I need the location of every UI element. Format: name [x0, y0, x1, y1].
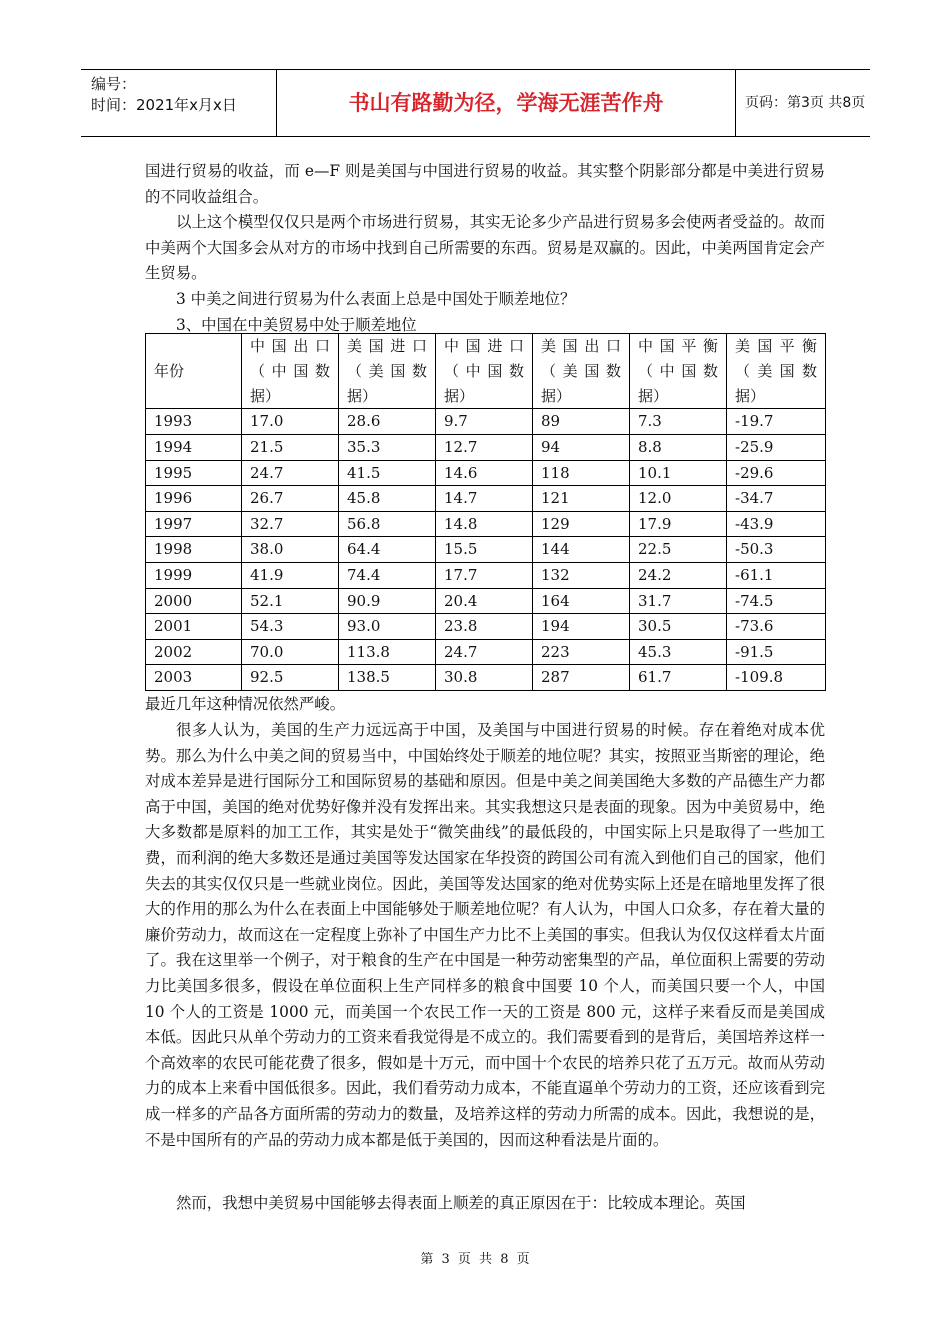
table-note: 最近几年这种情况依然严峻。 [145, 695, 346, 713]
table-row [146, 562, 826, 588]
table-header-row [146, 334, 826, 409]
table-cell: 21.5 [242, 434, 339, 460]
table-header-cell: 中国进口（中国数据） [436, 334, 533, 409]
header-motto: 书山有路勤为径，学海无涯苦作舟 [277, 70, 736, 136]
table-cell: 31.7 [630, 588, 727, 614]
document-number-label: 编号： [91, 75, 137, 93]
table-cell: 1993 [146, 409, 242, 435]
table-cell: 144 [533, 537, 630, 563]
table-cell: 129 [533, 511, 630, 537]
table-row [146, 409, 826, 435]
table-cell: 113.8 [339, 639, 436, 665]
table-cell: 12.0 [630, 486, 727, 512]
table-cell: -43.9 [727, 511, 826, 537]
trade-table [145, 333, 826, 691]
table-row [146, 639, 826, 665]
page-footer: 第 3 页 共 8 页 [420, 1252, 530, 1267]
table-cell: 1996 [146, 486, 242, 512]
table-cell: 89 [533, 409, 630, 435]
table-cell: -34.7 [727, 486, 826, 512]
table-cell: 194 [533, 614, 630, 640]
paragraph-2: 以上这个模型仅仅只是两个市场进行贸易，其实无论多少产品进行贸易多会使两者受益的。故而中美两个大国多会从对方的市场中找到自己所需要的东西。贸易是双赢的。因此，中美两国肯定会产生贸易。 [145, 213, 825, 283]
table-cell: 14.8 [436, 511, 533, 537]
table-cell: 24.2 [630, 562, 727, 588]
table-cell: 1994 [146, 434, 242, 460]
table-header-cell: 美国平衡（美国数据） [727, 334, 826, 409]
table-cell: 93.0 [339, 614, 436, 640]
table-cell: 26.7 [242, 486, 339, 512]
table-cell: 2000 [146, 588, 242, 614]
table-row [146, 434, 826, 460]
paragraph-4: 然而，我想中美贸易中国能够去得表面上顺差的真正原因在于：比较成本理论。英国 [176, 1194, 746, 1212]
document-date-label: 时间：2021年x月x日 [91, 96, 237, 114]
table-cell: 54.3 [242, 614, 339, 640]
table-cell: -91.5 [727, 639, 826, 665]
table-cell: 164 [533, 588, 630, 614]
table-cell: 223 [533, 639, 630, 665]
table-row [146, 537, 826, 563]
paragraph-1: 国进行贸易的收益，而 e—F 则是美国与中国进行贸易的收益。其实整个阴影部分都是中美进行贸易的不同收益组合。 [145, 162, 825, 206]
table-cell: 7.3 [630, 409, 727, 435]
table-cell: -109.8 [727, 665, 826, 691]
table-cell: 52.1 [242, 588, 339, 614]
table-cell: 41.5 [339, 460, 436, 486]
table-header-cell: 中国出口（中国数据） [242, 334, 339, 409]
table-cell: -29.6 [727, 460, 826, 486]
header-page-info: 页码：第3页 共8页 [745, 95, 866, 111]
table-cell: 2002 [146, 639, 242, 665]
section-question: 3 中美之间进行贸易为什么表面上总是中国处于顺差地位？ [176, 290, 576, 308]
section-heading: 3、中国在中美贸易中处于顺差地位 [176, 316, 417, 334]
table-cell: 1998 [146, 537, 242, 563]
table-cell: 30.5 [630, 614, 727, 640]
table-cell: 118 [533, 460, 630, 486]
table-cell: 56.8 [339, 511, 436, 537]
table-cell: 28.6 [339, 409, 436, 435]
table-cell: 287 [533, 665, 630, 691]
table-cell: 9.7 [436, 409, 533, 435]
table-cell: 23.8 [436, 614, 533, 640]
table-cell: 74.4 [339, 562, 436, 588]
table-header-cell: 年份 [146, 334, 242, 409]
table-cell: -25.9 [727, 434, 826, 460]
table-cell: 15.5 [436, 537, 533, 563]
table-cell: 24.7 [242, 460, 339, 486]
table-cell: -50.3 [727, 537, 826, 563]
table-cell: 14.7 [436, 486, 533, 512]
table-cell: 121 [533, 486, 630, 512]
table-cell: -74.5 [727, 588, 826, 614]
table-cell: 2001 [146, 614, 242, 640]
table-row [146, 460, 826, 486]
paragraph-3: 很多人认为，美国的生产力远远高于中国，及美国与中国进行贸易的时候。存在着绝对成本优势。那么为什么中美之间的贸易当中，中国始终处于顺差的地位呢？其实，按照亚当斯密的理论，绝对成本差异是进行国际分工和国际贸易的基础和原因。但是中美之间美国绝大多数的产品德生产力都高于中国，美国的绝对优势好像并没有发挥出来。其实我想这只是表面的现象。因为中美贸易中，绝大多数都是原料的加工工作，其实是处于“微笑曲线”的最低段的，中国实际上只是取得了一些加工费，而利润的绝大多数还是通过美国等发达国家在华投资的跨国公司有流入到他们自己的国家，他们失去的其实仅仅只是一些就业岗位。因此，美国等发达国家的绝对优势实际上还是在暗地里发挥了很大的作用的那么为什么在表面上中国能够处于顺差地位呢？有人认为，中国人口众多，存在着大量的廉价劳动力，故而这在一定程度上弥补了中国生产力比不上美国的事实。但我认为仅仅这样看太片面了。我在这里举一个例子，对于粮食的生产在中国是一种劳动密集型的产品，单位面积上需要的劳动力比美国多很多，假设在单位面积上生产同样多的粮食中国要 10 个人，而美国只要一个人，中国 10 个人的工资是 1000 元，而美国一个农民工作一天的工资是 800 元，这样子来看反而是美国成本低。因此只从单个劳动力的工资来看我觉得是不成立的。我们需要看到的是背后，美国培养这样一个高效率的农民可能花费了很多，假如是十万元，而中国十个农民的培养只花了五万元。故而从劳动力的成本上来看中国低很多。因此，我们看劳动力成本，不能直逼单个劳动力的工资，还应该看到完成一样多的产品各方面所需的劳动力的数量，及培养这样的劳动力所需的成本。因此，我想说的是，不是中国所有的产品的劳动力成本都是低于美国的，因而这种看法是片面的。 [145, 721, 825, 1149]
table-cell: 20.4 [436, 588, 533, 614]
page-header [81, 69, 870, 137]
table-row [146, 486, 826, 512]
table-row [146, 665, 826, 691]
table-cell: 12.7 [436, 434, 533, 460]
table-cell: 10.1 [630, 460, 727, 486]
table-header-cell: 美国进口（美国数据） [339, 334, 436, 409]
table-cell: 45.3 [630, 639, 727, 665]
table-cell: 8.8 [630, 434, 727, 460]
table-row [146, 511, 826, 537]
table-cell: 94 [533, 434, 630, 460]
table-cell: 38.0 [242, 537, 339, 563]
table-cell: 41.9 [242, 562, 339, 588]
table-cell: 70.0 [242, 639, 339, 665]
table-cell: 90.9 [339, 588, 436, 614]
table-cell: 22.5 [630, 537, 727, 563]
table-cell: 45.8 [339, 486, 436, 512]
table-cell: 14.6 [436, 460, 533, 486]
header-meta [81, 70, 277, 136]
table-cell: 1999 [146, 562, 242, 588]
table-cell: 17.7 [436, 562, 533, 588]
table-cell: 30.8 [436, 665, 533, 691]
table-cell: 61.7 [630, 665, 727, 691]
table-cell: -61.1 [727, 562, 826, 588]
table-header-cell: 美国出口（美国数据） [533, 334, 630, 409]
table-cell: 1995 [146, 460, 242, 486]
table-cell: 17.0 [242, 409, 339, 435]
table-cell: 35.3 [339, 434, 436, 460]
table-row [146, 614, 826, 640]
table-header-cell: 中国平衡（中国数据） [630, 334, 727, 409]
table-cell: 132 [533, 562, 630, 588]
table-cell: 17.9 [630, 511, 727, 537]
table-cell: 24.7 [436, 639, 533, 665]
table-cell: 1997 [146, 511, 242, 537]
table-cell: 32.7 [242, 511, 339, 537]
table-cell: -73.6 [727, 614, 826, 640]
table-cell: -19.7 [727, 409, 826, 435]
table-cell: 92.5 [242, 665, 339, 691]
table-cell: 64.4 [339, 537, 436, 563]
table-row [146, 588, 826, 614]
table-cell: 138.5 [339, 665, 436, 691]
table-cell: 2003 [146, 665, 242, 691]
